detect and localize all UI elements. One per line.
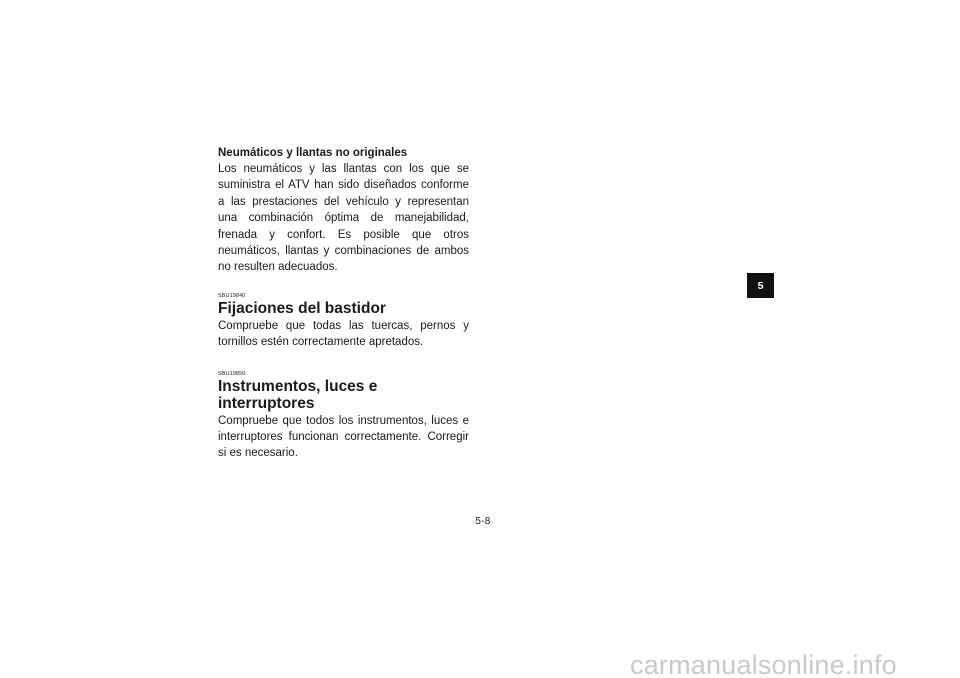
section-heading: Fijaciones del bastidor (218, 299, 386, 317)
text-column (218, 146, 469, 462)
section-heading: Instrumentos, luces e interruptores (218, 377, 378, 412)
section-instruments-lights (218, 371, 469, 462)
page-number: 5-8 (475, 516, 491, 527)
section-frame-fasteners (218, 293, 469, 351)
section-code: SBU19840 (218, 292, 246, 299)
watermark-text: carmanualsonline.info (630, 650, 897, 678)
section-code: SBU19850 (218, 370, 246, 377)
paragraph: Los neumáticos y las llantas con los que se suministra el ATV han sido diseñados conforme a las prestaciones del vehículo y representan una combinación óptima de manejabilidad, frenada y confort. Es posible que otros neumáticos, llantas y combinaciones de ambos no resulten adecuados. (218, 163, 469, 274)
paragraph: Compruebe que todos los instrumentos, luces e interruptores funcionan correctamente. Corregir si es necesario. (218, 414, 469, 460)
section-nonoriginal-tires (218, 146, 469, 276)
subheading: Neumáticos y llantas no originales (218, 147, 408, 159)
paragraph: Compruebe que todas las tuercas, pernos y tornillos estén correctamente apretados. (218, 319, 469, 349)
chapter-tab: 5 (747, 273, 774, 298)
